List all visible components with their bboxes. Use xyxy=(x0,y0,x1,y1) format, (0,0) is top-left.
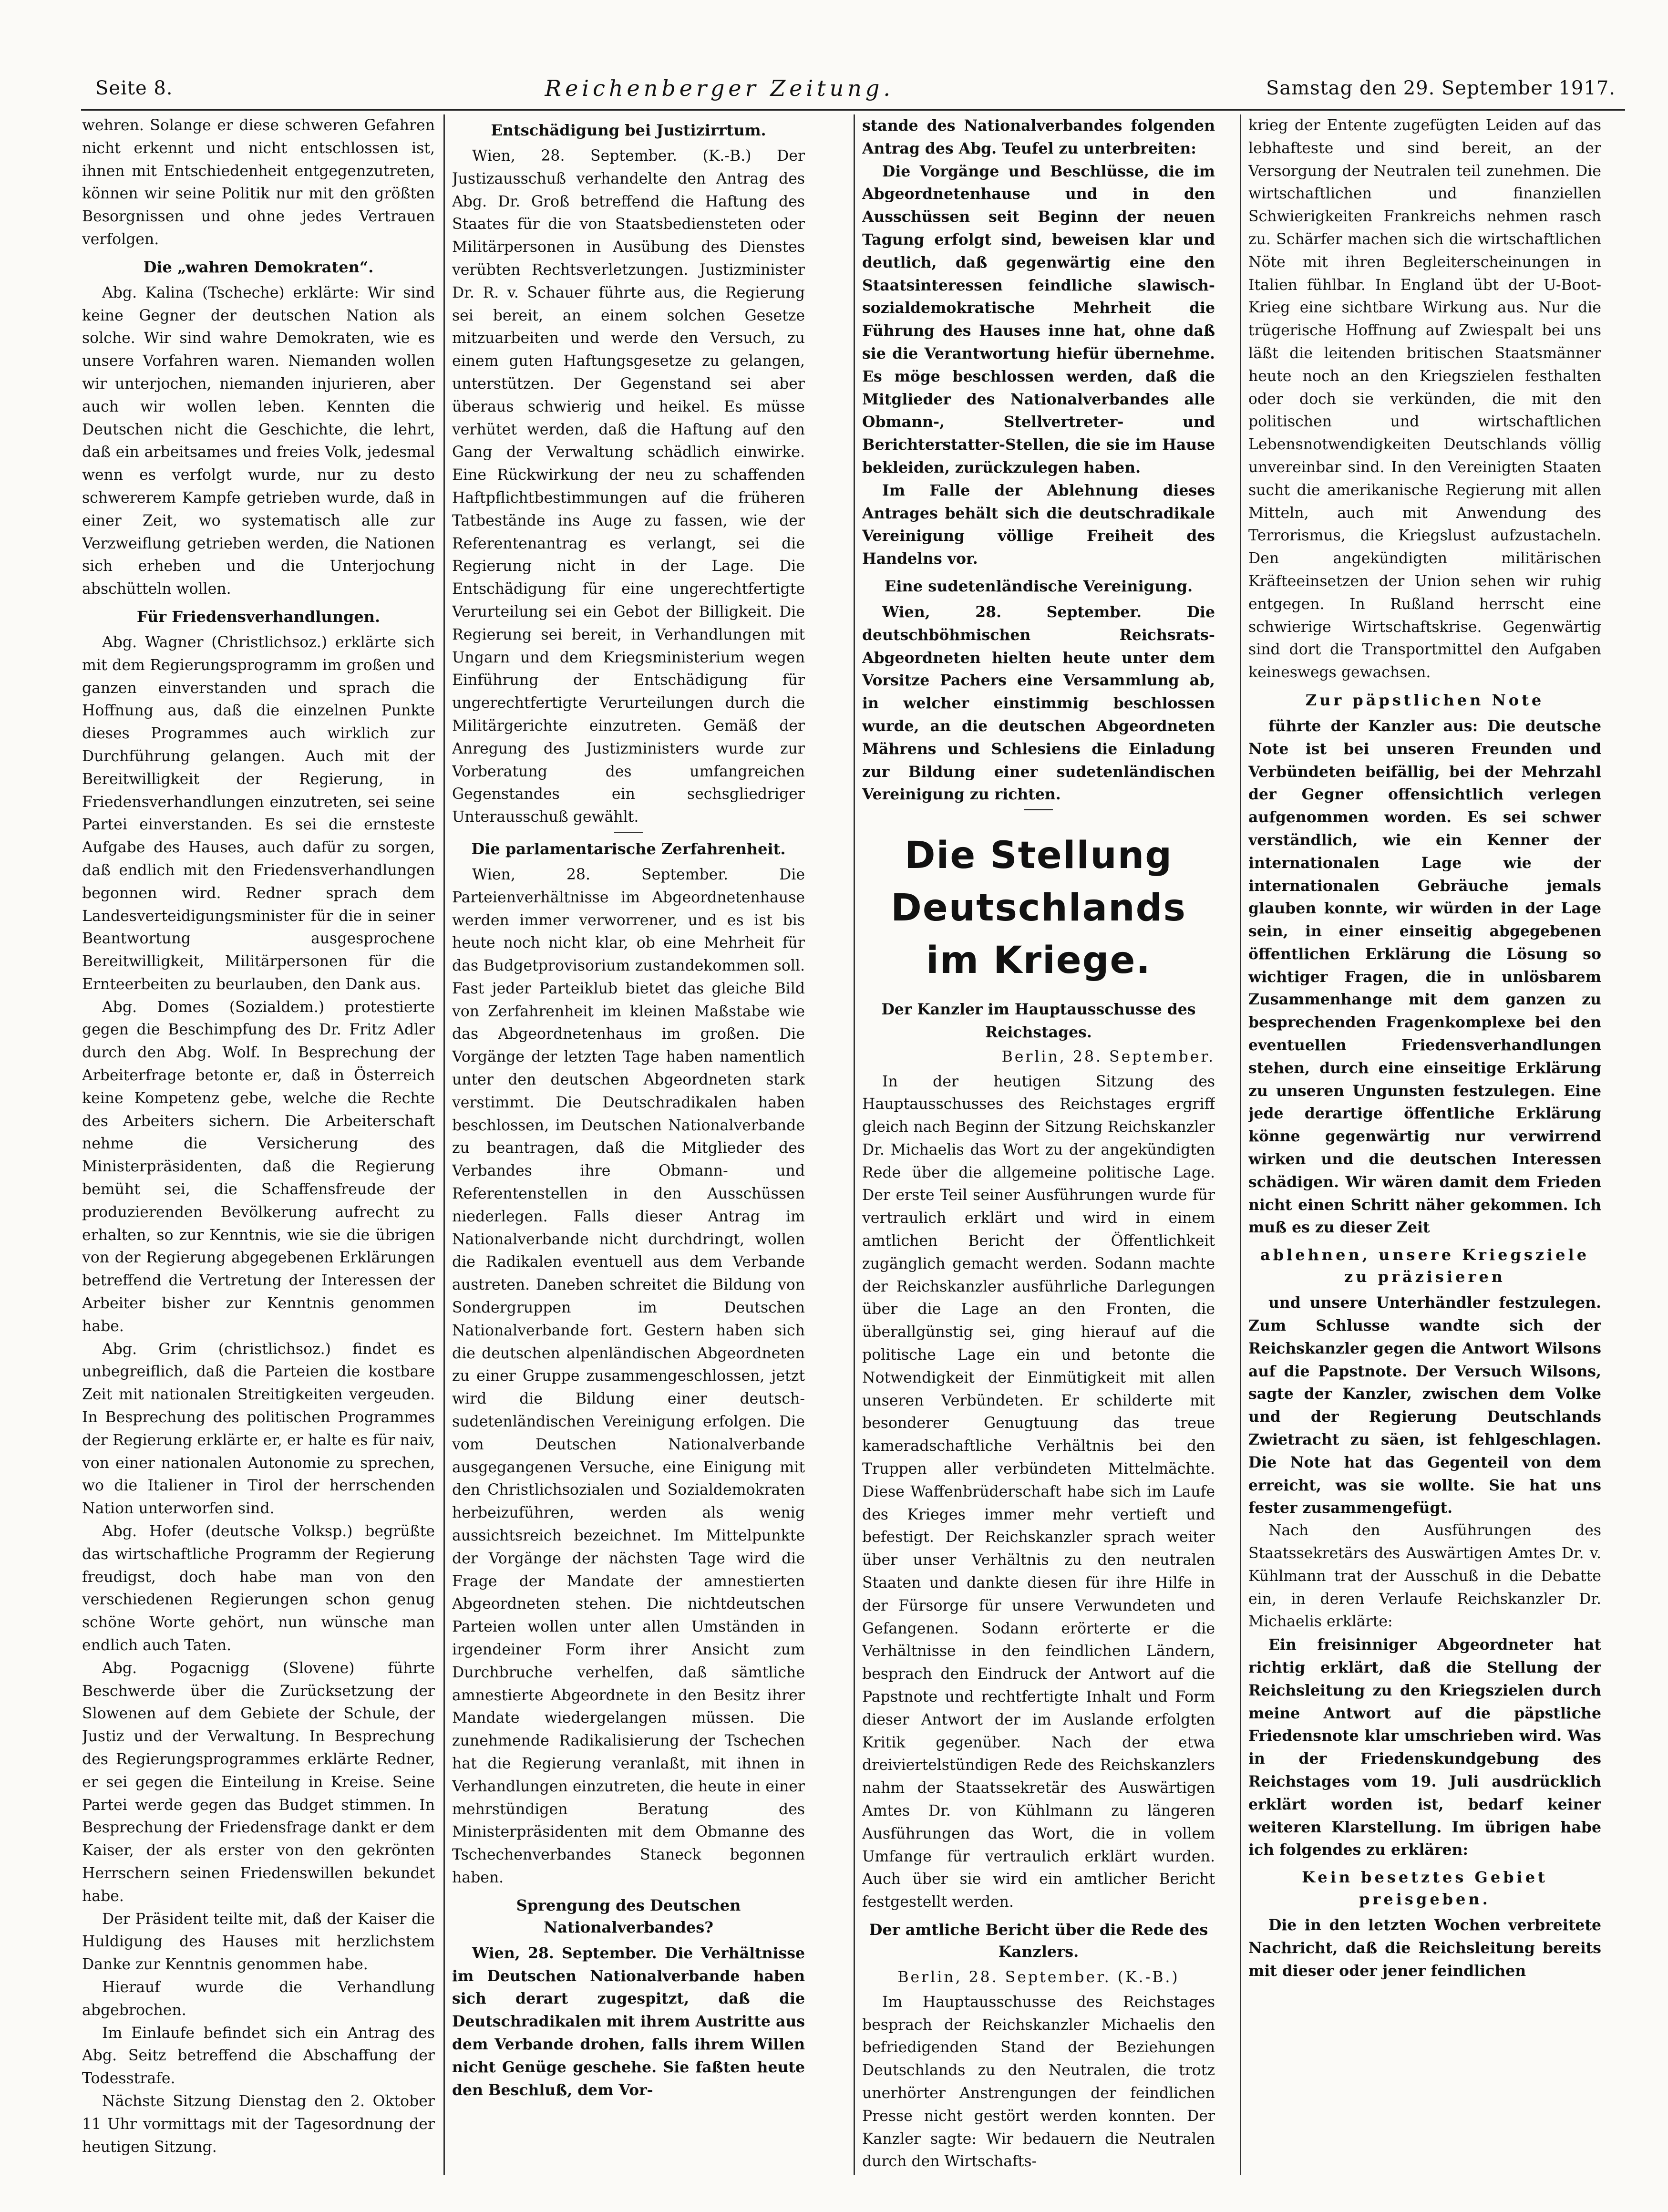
issue-date: Samstag den 29. September 1917. xyxy=(1266,77,1616,99)
separator-rule xyxy=(1024,809,1053,810)
section-heading: Sprengung des Deutschen Nationalverbandes? xyxy=(516,1896,741,1936)
paragraph: führte der Kanzler aus: Die deutsche Note ist bei unseren Freunden und Verbündeten beifällig, bei der Mehrzahl der Gegner offensichtlich verlegen aufgenommen worden. Es sei schwer verständlich, wie ein Kenner der internationalen Lage wie der internationalen Gebräuche jemals glauben konnte, wir würden in der Lage sein, in einer einseitig abgegebenen öffentlichen Erklärung die Lösung so wichtiger Fragen, die in unlösbarem Zusammenhange mit dem ganzen zu besprechenden Fragenkomplexe bei den eventuellen Friedensverhandlungen stehen, durch eine einseitige Erklärung zu unseren Ungunsten festzulegen. Eine jede derartige öffentliche Erklärung könne gegenwärtig nur verwirrend wirken und die deutschen Interessen schädigen. Wir wären damit dem Frieden nicht einen Schritt näher gekommen. Ich muß es zu dieser Zeit xyxy=(1248,717,1601,1237)
paragraph: In der heutigen Sitzung des Hauptausschusses des Reichstages ergriff gleich nach Beginn der Sitzung Reichskanzler Dr. Michaelis das Wort zu der angekündigten Rede über die allgemeine politische Lage. Der erste Teil seiner Ausführungen wurde für vertraulich erklärt und wird in einem amtlichen Bericht der Öffentlichkeit zugänglich gemacht werden. Sodann machte der Reichskanzler ausführliche Darlegungen über die Lage an den Fronten, die überallgünstig sei, ging hierauf auf die politische Lage ein und betonte die Notwendigkeit der Einmütigkeit mit allen unseren Verbündeten. Er schilderte mit besonderer Genugtuung das treue kameradschaftliche Verhältnis bei den Truppen aller verbündeten Mittelmächte. Diese Waffenbrüderschaft habe sich im Laufe des Krieges immer mehr vertieft und befestigt. Der Reichskanzler sprach weiter über unser Verhältnis zu den neutralen Staaten und dankte diesen für ihre Hilfe in der Fürsorge für unsere Verwundeten und Gefangenen. Sodann erörterte er die Verhältnisse in den feindlichen Ländern, besprach den Eindruck der Antwort auf die Papstnote und rechtfertigte Inhalt und Form dieser Antwort der im Auslande erfolgten Kritik gegenüber. Nach der etwa dreiviertelstündigen Rede des Reichskanzlers nahm der Staatssekretär des Auswärtigen Amtes Dr. von Kühlmann zu längeren Ausführungen das Wort, die in vollem Umfange für vertraulich erklärt wurden. Auch über sie wird ein amtlicher Bericht festgestellt werden. xyxy=(862,1073,1215,1911)
paragraph: Im Einlaufe befindet sich ein Antrag des Abg. Seitz betreffend die Abschaffung der Todesstrafe. xyxy=(82,2024,435,2088)
section-heading: Entschädigung bei Justizirrtum. xyxy=(491,121,766,139)
paragraph: Hierauf wurde die Verhandlung abgebrochen. xyxy=(82,1978,435,2019)
paragraph: Die in den letzten Wochen verbreitete Nachricht, daß die Reichsleitung bereits mit dieser oder jener feindlichen xyxy=(1248,1916,1601,1980)
column-2 xyxy=(452,114,805,2175)
column-divider xyxy=(1240,114,1241,2175)
paragraph: Ein freisinniger Abgeordneter hat richtig erklärt, daß die Stellung der Reichsleitung zu den Kriegszielen durch meine Antwort auf die päpstliche Friedensnote klar umschrieben wird. Was in der Friedenskundgebung des Reichstages vom 19. Juli ausdrücklich erklärt worden ist, bedarf keiner weiteren Klarstellung. Im übrigen habe ich folgendes zu erklären: xyxy=(1248,1636,1601,1859)
main-headline xyxy=(862,829,1215,987)
page-header xyxy=(95,72,1616,105)
section-heading: Der amtliche Bericht über die Rede des Kanzlers. xyxy=(869,1920,1208,1961)
dateline: Berlin, 28. September. xyxy=(1001,1048,1215,1065)
section-heading: Die „wahren Demokraten“. xyxy=(143,258,374,276)
paragraph: Abg. Grim (christlichsoz.) findet es unbegreiflich, daß die Parteien die kostbare Zeit mit nationalen Streitigkeiten vergeuden. In Besprechung des politischen Programmes der Regierung erklärte er, er halte es für naiv, von einer nationalen Autonomie zu sprechen, wo die Italiener in Tirol der herrschenden Nation unterworfen sind. xyxy=(82,1340,435,1518)
paragraph: Abg. Domes (Sozialdem.) protestierte gegen die Beschimpfung des Dr. Fritz Adler durch den Abg. Wolf. In Besprechung der Arbeiterfrage betonte er, daß in Österreich keine Kompetenz gebe, welche die Rechte des Arbeiters sichern. Die Arbeiterschaft nehme die Versicherung des Ministerpräsidenten, daß die Regierung bemüht sei, die Schaffensfreude der produzierenden Bevölkerung aufrecht zu erhalten, so zur Kenntnis, wie sie die übrigen von der Regierung abgegebenen Erklärungen betreffend die Vertretung der Interessen der Arbeiter bisher zur Kenntnis genommen habe. xyxy=(82,998,435,1335)
column-divider xyxy=(443,114,445,2175)
column-divider xyxy=(854,114,855,2175)
column-1 xyxy=(82,114,435,2175)
paragraph: Abg. Pogacnigg (Slovene) führte Beschwerde über die Zurücksetzung der Slowenen auf dem Gebiete der Schule, der Justiz und der Verwaltung. In Besprechung des Regierungsprogrammes erklärte Redner, er sei gegen die Einteilung in Kreise. Seine Partei werde gegen das Budget stimmen. In Besprechung der Friedensfrage dankt er dem Kaiser, der als erster von den gekrönten Herrschern seinen Friedenswillen bekundet habe. xyxy=(82,1659,435,1905)
section-heading: Zur päpstlichen Note xyxy=(1305,691,1544,709)
headline-line-1: Die Stellung Deutschlands xyxy=(891,834,1186,930)
paragraph: Abg. Kalina (Tscheche) erklärte: Wir sind keine Gegner der deutschen Nation als solche. Wir sind wahre Demokraten, wie es unsere Vorfahren waren. Niemanden wollen wir unterjochen, niemanden injurieren, aber auch wir wollen leben. Kennten die Deutschen nicht die Geschichte, die lehrt, daß ein arbeitsames und freies Volk, jedesmal wenn es verfolgt wurde, nur zu desto schwererem Kampfe getrieben wurde, daß in einer Zeit, wo systematisch alle zur Verzweiflung getrieben werden, die Nationen sich erheben und die Unterjochung abschütteln wollen. xyxy=(82,284,435,598)
section-heading: Die parlamentarische Zerfahrenheit. xyxy=(471,839,786,858)
paragraph: Wien, 28. September. Die deutschböhmischen Reichsrats-Abgeordneten hielten heute unter dem Vorsitze Pachers eine Versammlung ab, in welcher einstimmig beschlossen wurde, an die deutschen Abgeordneten Mährens und Schlesiens die Einladung zur Bildung einer sudetenländischen Vereinigung zu richten. xyxy=(862,603,1215,804)
paragraph: Nach den Ausführungen des Staatssekretärs des Auswärtigen Amtes Dr. v. Kühlmann trat der Ausschuß in die Debatte ein, in deren Verlaufe Reichskanzler Dr. Michaelis erklärte: xyxy=(1248,1522,1601,1631)
paragraph: stande des Nationalverbandes folgenden Antrag des Abg. Teufel zu unterbreiten: xyxy=(862,117,1215,157)
paragraph: Im Hauptausschusse des Reichstages besprach der Reichskanzler Michaelis den befriedigenden Stand der Beziehungen Deutschlands zu den Neutralen, die trotz unerhörter Anstrengungen der feindlichen Presse nicht gestört werden konnten. Der Kanzler sagte: Wir bedauern die Neutralen durch den Wirtschafts- xyxy=(862,1993,1215,2171)
paragraph: Die Vorgänge und Beschlüsse, die im Abgeordnetenhause und in den Ausschüssen seit Beginn der neuen Tagung erfolgt sind, beweisen klar und deutlich, daß gegenwärtig eine den Staatsinteressen feindliche slawisch-sozialdemokratische Mehrheit die Führung des Hauses inne hat, ohne daß sie die Verantwortung hiefür übernehme. Es möge beschlossen werden, daß die Mitglieder des Nationalverbandes alle Obmann-, Stellvertreter- und Berichterstatter-Stellen, die sie im Hause bekleiden, zurückzulegen haben. xyxy=(862,162,1215,476)
section-heading: Eine sudetenländische Vereinigung. xyxy=(884,577,1193,595)
paragraph: Abg. Hofer (deutsche Volksp.) begrüßte das wirtschaftliche Programm der Regierung freudigst, doch habe man von den verschiedenen Regierungen schon genug schöne Worte gehört, nun wünsche man endlich auch Taten. xyxy=(82,1523,435,1654)
header-rule xyxy=(81,109,1625,111)
paragraph: krieg der Entente zugefügten Leiden auf das lebhafteste und sind bereit, an der Versorgung der Neutralen teil zunehmen. Die wirtschaftlichen und finanziellen Schwierigkeiten Frankreichs nehmen rasch zu. Schärfer machen sich die wirtschaftlichen Nöte mit ihren Begleiterscheinungen in Italien fühlbar. In England übt der U-Boot-Krieg eine sichtbare Wirkung aus. Nur die trügerische Hoffnung auf Zwiespalt bei uns läßt die leitenden britischen Staatsmänner heute noch an den Kriegszielen festhalten oder doch sie verkünden, die mit den politischen und wirtschaftlichen Lebensnotwendigkeiten Deutschlands völlig unvereinbar sind. In den Vereinigten Staaten sucht die amerikanische Regierung mit allen Mitteln, auch mit Anwendung des Terrorismus, die Kriegslust aufzustacheln. Den angekündigten militärischen Kräfteeinsetzen der Union sehen wir ruhig entgegen. In Rußland herrscht eine schwierige Wirtschaftskrise. Gegenwärtig sind dort die Transportmittel den Aufgaben keineswegs gewachsen. xyxy=(1248,117,1601,682)
section-heading: ablehnen, unsere Kriegsziele zu präzisieren xyxy=(1260,1246,1590,1286)
paragraph: Abg. Wagner (Christlichsoz.) erklärte sich mit dem Regierungsprogramm im großen und ganzen einverstanden und sprach die Hoffnung aus, daß die einzelnen Punkte dieses Programmes auch wirklich zur Durchführung gelangen. Auch mit der Bereitwilligkeit der Regierung, in Friedensverhandlungen einzutreten, sei seine Partei einverstanden. Es sei die ernsteste Aufgabe des Hauses, auch dafür zu sorgen, daß endlich mit den Friedensverhandlungen begonnen wird. Redner sprach dem Landesverteidigungsminister für die in seiner Beantwortung ausgesprochene Bereitwilligkeit, Militärpersonen für die Ernteerbeiten zu beurlauben, den Dank aus. xyxy=(82,633,435,993)
paragraph: wehren. Solange er diese schweren Gefahren nicht erkennt und nicht entschlossen ist, ihnen mit Entschiedenheit entgegenzutreten, können wir seine Politik nur mit den größten Besorgnissen und ohne jedes Vertrauen verfolgen. xyxy=(82,117,435,248)
column-4 xyxy=(1248,114,1601,2175)
separator-rule xyxy=(614,832,643,833)
section-heading: Kein besetztes Gebiet preisgeben. xyxy=(1302,1868,1548,1909)
paragraph: Nächste Sitzung Dienstag den 2. Oktober 11 Uhr vormittags mit der Tagesordnung der heutigen Sitzung. xyxy=(82,2092,435,2156)
paragraph: Wien, 28. September. (K.-B.) Der Justizausschuß verhandelte den Antrag des Abg. Dr. Groß betreffend die Haftung des Staates für die von Staatsbediensteten oder Militärpersonen in Ausübung des Dienstes verübten Rechtsverletzungen. Justizminister Dr. R. v. Schauer führte aus, die Regierung sei bereit, an einem solchen Gesetze mitzuarbeiten und werde den Versuch, zu einem guten Haftungsgesetze zu gelangen, unterstützen. Der Gegenstand sei aber überaus schwierig und heikel. Es müsse verhütet werden, daß die Haftung auf den Gang der Verwaltung schädlich einwirke. Eine Rückwirkung der neu zu schaffenden Haftpflichtbestimmungen auf die früheren Tatbestände ins Auge zu fassen, wie der Referentenantrag es verlangt, sei die Regierung nicht in der Lage. Die Entschädigung für eine ungerechtfertigte Verurteilung sei ein Gebot der Billigkeit. Die Regierung sei bereit, in Verhandlungen mit Ungarn und dem Kriegsministerium wegen Einführung der Entschädigung für ungerechtfertigte Verurteilungen durch die Militärgerichte einzutreten. Gemäß der Anregung des Justizministers wurde zur Vorberatung des umfangreichen Gegenstandes ein sechsgliedriger Unterausschuß gewählt. xyxy=(452,147,805,826)
column-3 xyxy=(862,114,1215,2175)
subheadline: Der Kanzler im Hauptausschusse des Reichstages. xyxy=(881,1001,1196,1041)
paragraph: Im Falle der Ablehnung dieses Antrages behält sich die deutschradikale Vereinigung völlige Freiheit des Handelns vor. xyxy=(862,481,1215,568)
dateline: Berlin, 28. September. (K.-B.) xyxy=(897,1968,1180,1986)
newspaper-title: Reichenberger Zeitung. xyxy=(545,75,894,101)
paragraph: Der Präsident teilte mit, daß der Kaiser die Huldigung des Hauses mit herzlichstem Danke zur Kenntnis genommen habe. xyxy=(82,1910,435,1974)
headline-line-2: im Kriege. xyxy=(926,939,1152,982)
section-heading: Für Friedensverhandlungen. xyxy=(136,607,381,626)
page-number: Seite 8. xyxy=(95,77,173,99)
paragraph: und unsere Unterhändler festzulegen. Zum Schlusse wandte sich der Reichskanzler gegen die Antwort Wilsons auf die Papstnote. Der Versuch Wilsons, sagte der Kanzler, zwischen dem Volke und der Regierung Deutschlands Zwietracht zu säen, ist fehlgeschlagen. Die Note hat das Gegenteil von dem erreicht, was sie wollte. Sie hat uns fester zusammengefügt. xyxy=(1248,1294,1601,1517)
paragraph: Wien, 28. September. Die Parteienverhältnisse im Abgeordnetenhause werden immer verworrener, und es ist bis heute noch nicht klar, ob eine Mehrheit für das Budgetprovisorium zustandekommen soll. Fast jeder Parteiklub bietet das gleiche Bild von Zerfahrenheit im kleinen Maßstabe wie das Abgeordnetenhaus im großen. Die Vorgänge der letzten Tage haben namentlich unter den deutschen Abgeordneten stark verstimmt. Die Deutschradikalen haben beschlossen, im Deutschen Nationalverbande zu beantragen, daß die Mitglieder des Verbandes ihre Obmann- und Referentenstellen in den Ausschüssen niederlegen. Falls dieser Antrag im Nationalverbande nicht durchdringt, wollen die Radikalen eventuell aus dem Verbande austreten. Daneben schreitet die Bildung von Sondergruppen im Deutschen Nationalverbande fort. Gestern haben sich die deutschen alpenländischen Abgeordneten zu einer Gruppe zusammengeschlossen, jetzt wird die Bildung einer deutsch-sudetenländischen Vereinigung erfolgen. Die vom Deutschen Nationalverbande ausgegangenen Versuche, eine Einigung mit den Christlichsozialen und Sozialdemokraten herbeizuführen, werden als wenig aussichtsreich bezeichnet. Im Mittelpunkte der Vorgänge der nächsten Tage wird die Frage der Mandate der amnestierten Abgeordneten stehen. Die nichtdeutschen Parteien wollen unter allen Umständen in irgendeiner Form ihrer Ansicht zum Durchbruche verhelfen, daß sämtliche amnestierte Abgeordnete in den Besitz ihrer Mandate wiedergelangen müssen. Die zunehmende Radikalisierung der Tschechen hat die Regierung veranlaßt, mit ihnen in Verhandlungen einzutreten, die heute in einer mehrstündigen Beratung des Ministerpräsidenten mit dem Obmanne des Tschechenverbandes Staneck begonnen haben. xyxy=(452,866,805,1886)
paragraph: Wien, 28. September. Die Verhältnisse im Deutschen Nationalverbande haben sich derart zugespitzt, daß die Deutschradikalen mit ihrem Austritte aus dem Verbande drohen, falls ihrem Willen nicht Genüge geschehe. Sie faßten heute den Beschluß, dem Vor- xyxy=(452,1944,805,2099)
